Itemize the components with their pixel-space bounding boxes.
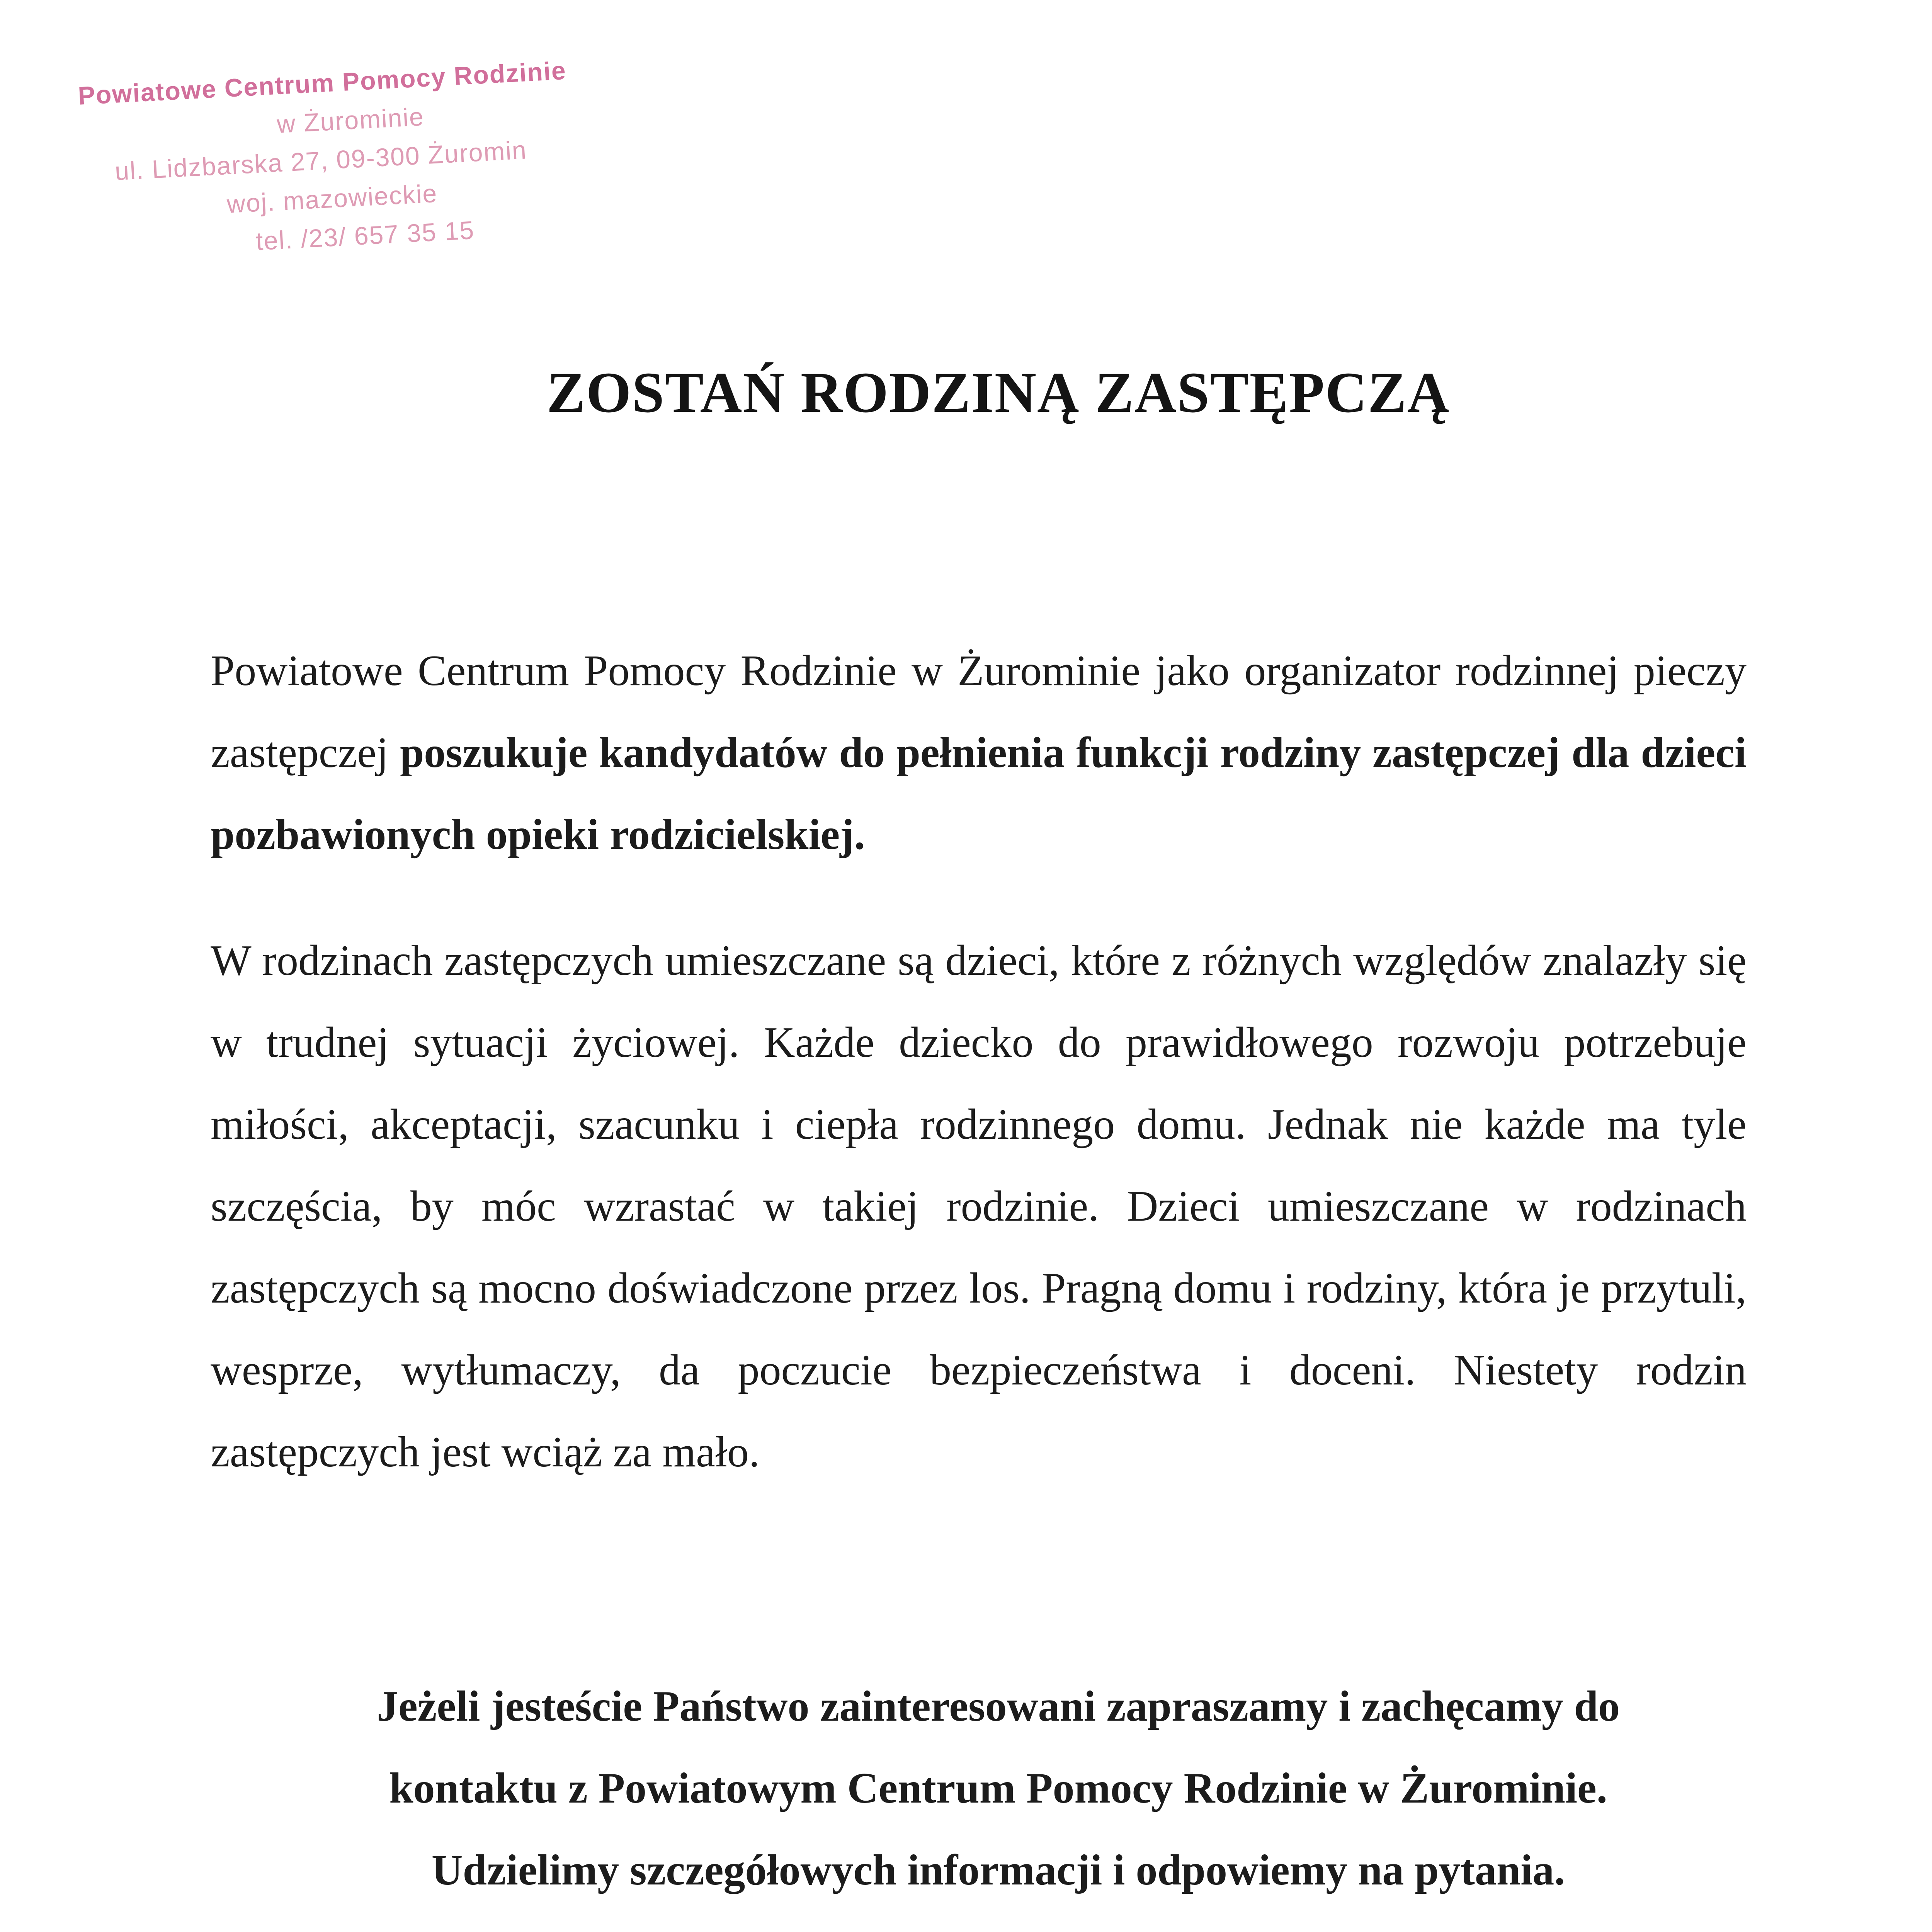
description-paragraph: W rodzinach zastępczych umieszczane są dzieci, które z różnych względów znalazły się w trudnej sytuacji życiowej. Każde dziecko do prawidłowego rozwoju potrzebuje miłości, akceptacji, szacunku i ciepła rodzinnego domu. Jednak nie każde ma tyle szczęścia, by móc wzrastać w takiej rodzinie. Dzieci umieszczane w rodzinach zastępczych są mocno doświadczone przez los. Pragną domu i rodziny, która je przytuli, wesprze, wytłumaczy, da poczucie bezpieczeństwa i doceni. Niestety rodzin zastępczych jest wciąż za mało. [211, 937, 1747, 1476]
institution-stamp [77, 53, 636, 282]
stamp-line-voivodeship: woj. mazowieckie [226, 179, 438, 219]
intro-bold-text: poszukuje kandydatów do pełnienia funkcji rodziny zastępczej dla dzieci pozbawionych opieki rodzicielskiej. [211, 729, 1747, 859]
invitation-line: Udzielimy szczegółowych informacji i odpowiemy na pytania. [431, 1846, 1565, 1894]
intro-paragraph [211, 630, 1747, 876]
invitation-block [0, 1665, 1932, 1911]
stamp-line-institution: Powiatowe Centrum Pomocy Rodzinie [77, 56, 567, 110]
invitation-line: kontaktu z Powiatowym Centrum Pomocy Rodzinie w Żurominie. [389, 1764, 1607, 1812]
stamp-line-address: ul. Lidzbarska 27, 09-300 Żuromin [114, 135, 528, 186]
document-title: ZOSTAŃ RODZINĄ ZASTĘPCZĄ [546, 361, 1450, 425]
stamp-line-phone: tel. /23/ 657 35 15 [255, 215, 475, 256]
invitation-line: Jeżeli jesteście Państwo zainteresowani zapraszamy i zachęcamy do [376, 1682, 1620, 1730]
stamp-line-town: w Żurominie [276, 102, 425, 139]
intro-text: Powiatowe Centrum Pomocy Rodzinie w Żurominie jako organizator rodzinnej pieczy zastępczej [211, 647, 1747, 777]
